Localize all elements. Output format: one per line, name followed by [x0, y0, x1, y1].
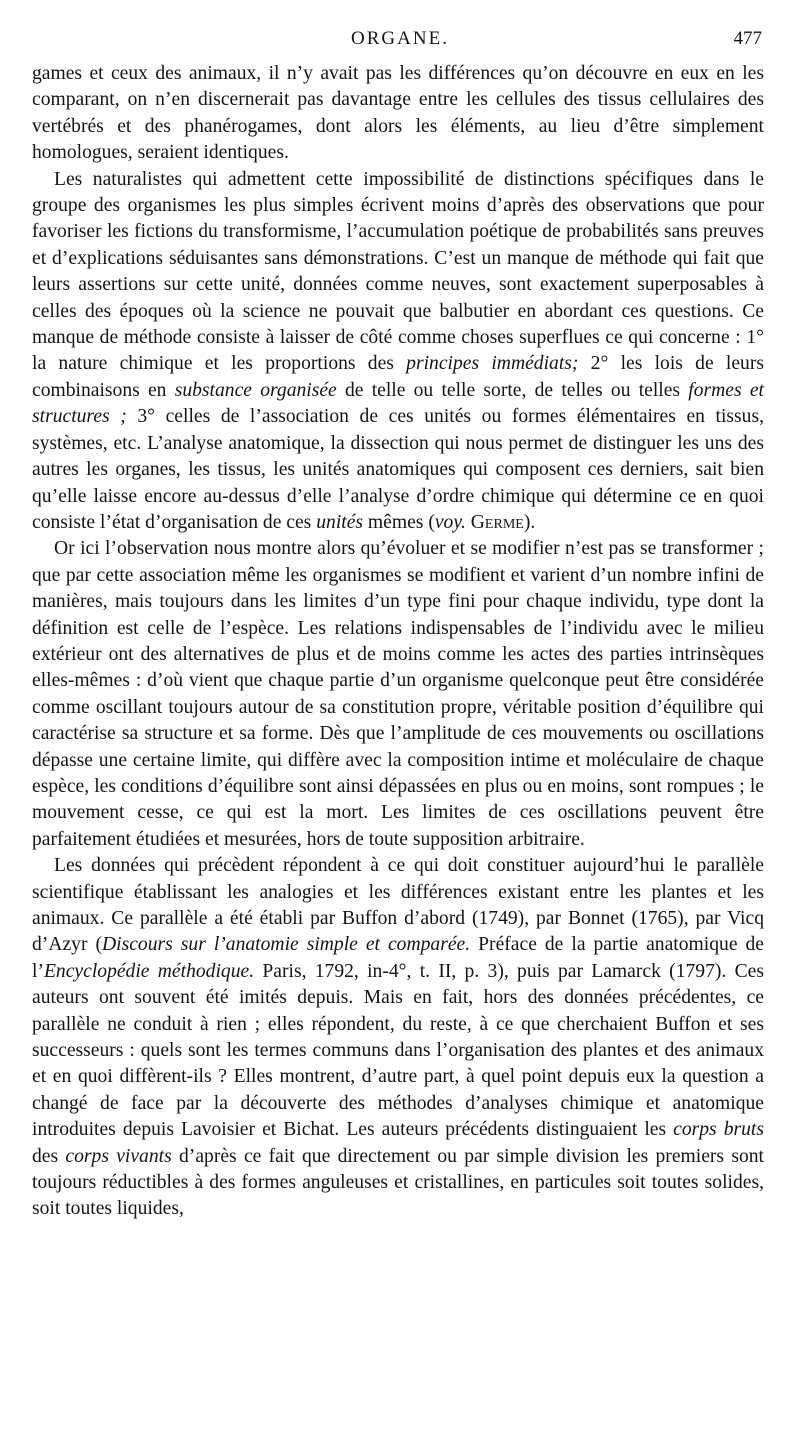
- text-run: Paris, 1792, in-4°, t. II, p. 3), puis par Lamarck (1797). Ces auteurs ont souvent été imités depuis. Mais en fait, hors des données précédentes, ce parallèle ne conduit à rien ; elles répondent, du reste, à ce que cherchaient Buffon et ses successeurs : quels sont les termes communs dans l’organisation des plantes et des animaux et en quoi diffèrent-ils ? Elles montrent, d’autre part, à quel point depuis eux la question a changé de face par la découverte des méthodes d’analyses chimique et anatomique introduites depuis Lavoisier et Bichat. Les auteurs précédents distinguaient les: [32, 960, 764, 1141]
- italic-run: voy.: [434, 511, 466, 533]
- italic-run: Discours sur l’anatomie simple et comparée.: [102, 934, 471, 956]
- running-title: ORGANE.: [351, 28, 449, 49]
- running-head: [32, 28, 768, 58]
- paragraph: [32, 536, 764, 853]
- text-run: Les données qui précèdent répondent à ce qui doit constituer aujourd’hui le parallèle scientifique établissant les analogies et les différences existant entre les plantes et les animaux. Ce parallèle a été établi par Buffon d’abord (1749), par Bonnet (1765), par Vicq d’Azyr (: [32, 855, 764, 956]
- text-run: games et ceux des animaux, il n’y avait pas les différences qu’on découvre en eux en les comparant, on n’en discernerait pas davantage entre les cellules des tissus cellulaires des vertébrés et des phanérogames, dont alors les éléments, au lieu d’être simplement homologues, seraient identiques.: [32, 63, 764, 164]
- italic-run: Encyclopédie méthodique.: [43, 960, 255, 982]
- text-run: ).: [523, 511, 536, 533]
- italic-run: corps vivants: [65, 1145, 172, 1167]
- text-run: 3° celles de l’association de ces unités ou formes élémentaires en tissus, systèmes, etc. L’analyse anatomique, la dissection qui nous permet de distinguer les uns des autres les organes, les tissus, les unités anatomiques qui composent ces derniers, sait bien qu’elle laisse encore au-dessus d’elle l’analyse d’ordre chimique qui détermine ce en quoi consiste l’état d’organisation de ces: [32, 406, 765, 533]
- paragraph: [32, 853, 764, 1223]
- text-run: Les naturalistes qui admettent cette impossibilité de distinctions spécifiques dans le groupe des organismes les plus simples écrivent moins d’après des observations que pour favoriser les fictions du transformisme, l’accumulation poétique de probabilités sans preuves et d’explications séduisantes sans démonstrations. C’est un manque de méthode qui fait que leurs assertions sur cette unité, données comme neuves, sont exactement superposables à celles des époques où la science ne pouvait que balbutier en abordant ces questions. Ce manque de méthode consiste à laisser de côté comme choses superflues ce qui concerne : 1° la nature chimique et les proportions des: [32, 168, 764, 375]
- italic-run: substance organisée: [174, 379, 337, 401]
- text-run: Préface de la partie anatomique de l’: [32, 934, 765, 982]
- text-run: des: [32, 1145, 66, 1167]
- small-caps-run: Germe: [470, 511, 524, 533]
- text-run: Or ici l’observation nous montre alors qu’évoluer et se modifier n’est pas se transformer ; que par cette association même les organismes se modifient et varient d’un nombre infini de manières, mais toujours dans les limites d’un type fini pour chaque individu, type dont la définition est celle de l’espèce. Les relations indispensables de l’individu avec le milieu extérieur ont des alternatives de plus et de moins comme les actes des parties intrinsèques elles-mêmes : d’où vient que chaque partie d’un organisme quelconque peut être considérée comme oscillant toujours autour de sa constitution propre, véritable position d’équilibre qui caractérise sa structure et sa forme. Dès que l’amplitude de ces mouvements ou oscillations dépasse une certaine limite, qui diffère avec la composition intime et moléculaire de chaque espèce, les conditions d’équilibre sont ainsi dépassées en plus ou en moins, sont rompues ; le mouvement cesse, ce qui est la mort. Les limites de ces oscillations peuvent être parfaitement étudiées et mesurées, hors de toute supposition arbitraire.: [32, 538, 764, 850]
- text-run: de telle ou telle sorte, de telles ou telles: [336, 379, 689, 401]
- page-number: 477: [733, 28, 762, 49]
- paragraph: [32, 167, 764, 537]
- text-run: 2° les lois de leurs combinaisons en: [32, 353, 764, 401]
- italic-run: unités: [316, 511, 364, 533]
- paragraph: [32, 61, 764, 167]
- text-run: d’après ce fait que directement ou par simple division les premiers sont toujours réductibles à des formes anguleuses et cristallines, en particules soit toutes solides, soit toutes liquides,: [32, 1145, 764, 1220]
- body-text: [32, 61, 764, 1223]
- italic-run: formes et structures ;: [32, 379, 764, 428]
- text-run: mêmes (: [363, 511, 435, 533]
- italic-run: principes immédiats;: [406, 353, 579, 375]
- italic-run: corps bruts: [673, 1119, 764, 1141]
